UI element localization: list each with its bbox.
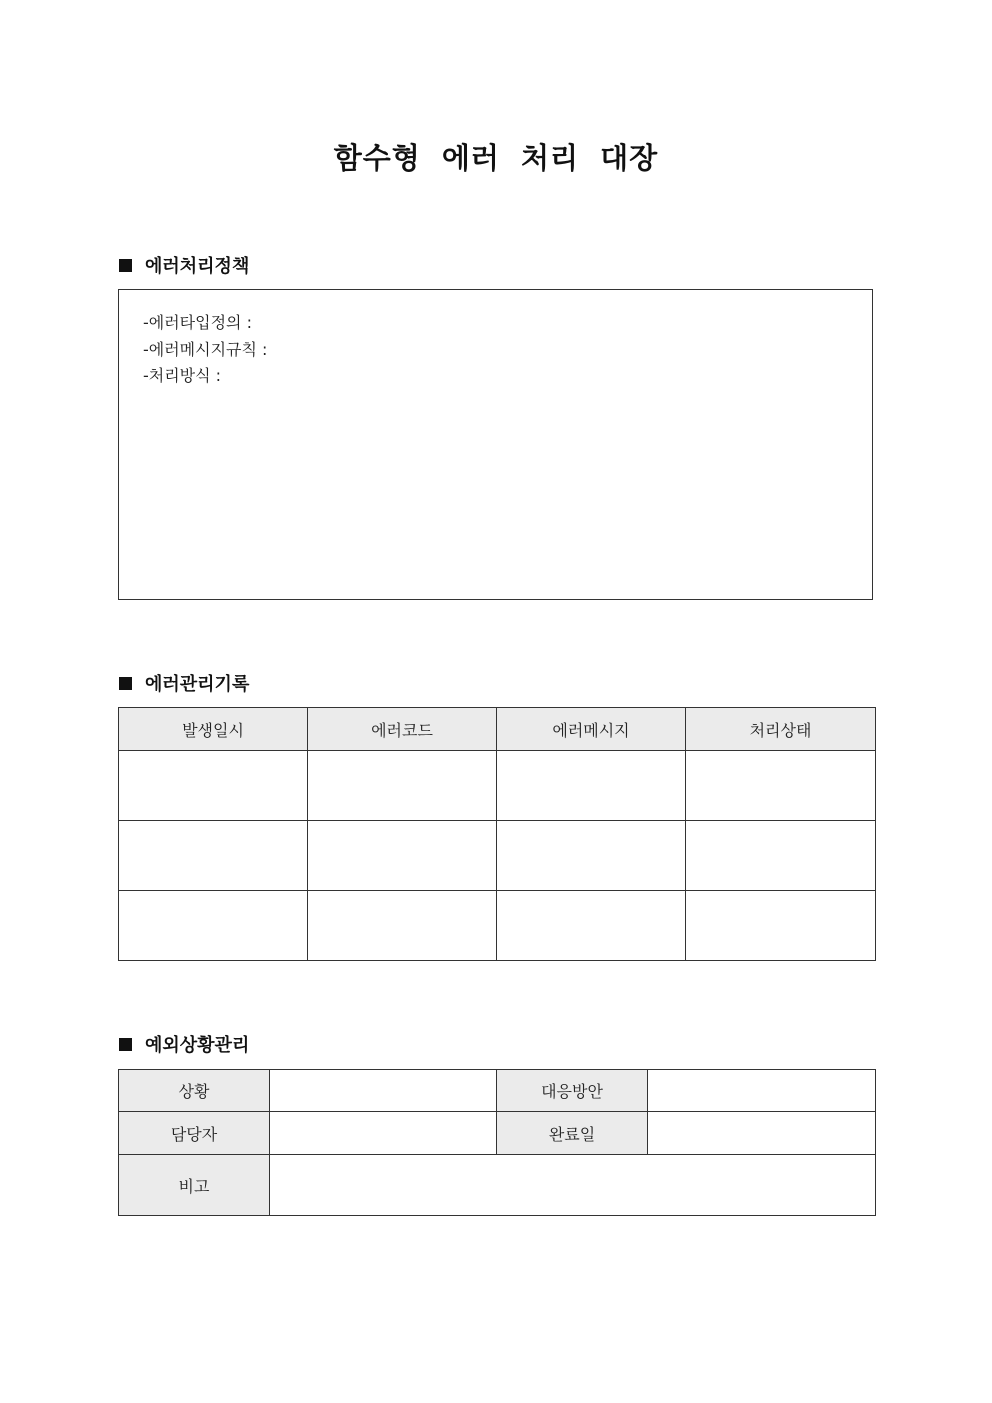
policy-line-message-rule: -에러메시지규칙 : <box>143 339 268 359</box>
table-cell[interactable] <box>308 751 497 821</box>
field-remarks[interactable] <box>270 1155 876 1216</box>
records-table <box>118 707 876 961</box>
table-cell[interactable] <box>497 891 686 961</box>
square-bullet-icon <box>119 677 132 690</box>
section-heading-label: 예외상황관리 <box>145 1035 250 1056</box>
table-header-row <box>119 708 876 751</box>
column-header-error-message: 에러메시지 <box>497 708 686 751</box>
table-cell[interactable] <box>497 751 686 821</box>
table-cell[interactable] <box>686 751 876 821</box>
field-completion-date[interactable] <box>648 1112 876 1155</box>
table-row <box>119 1155 876 1216</box>
label-completion-date: 완료일 <box>497 1112 648 1155</box>
column-header-status: 처리상태 <box>686 708 876 751</box>
table-cell[interactable] <box>497 821 686 891</box>
table-row <box>119 1112 876 1155</box>
table-row <box>119 891 876 961</box>
table-cell[interactable] <box>119 751 308 821</box>
label-situation: 상황 <box>119 1070 270 1112</box>
field-response[interactable] <box>648 1070 876 1112</box>
exception-table <box>118 1069 876 1216</box>
square-bullet-icon <box>119 1038 132 1051</box>
table-row <box>119 1070 876 1112</box>
label-owner: 담당자 <box>119 1112 270 1155</box>
policy-box[interactable] <box>118 289 873 600</box>
section-heading-records <box>119 671 249 695</box>
column-header-error-code: 에러코드 <box>308 708 497 751</box>
table-row <box>119 751 876 821</box>
field-situation[interactable] <box>270 1070 497 1112</box>
table-cell[interactable] <box>686 821 876 891</box>
field-owner[interactable] <box>270 1112 497 1155</box>
section-heading-exceptions <box>119 1032 249 1056</box>
label-remarks: 비고 <box>119 1155 270 1216</box>
table-cell[interactable] <box>308 821 497 891</box>
label-response: 대응방안 <box>497 1070 648 1112</box>
page-title: 함수형 에러 처리 대장 <box>333 141 659 175</box>
section-heading-label: 에러관리기록 <box>145 674 250 695</box>
policy-line-handling-method: -처리방식 : <box>143 366 222 385</box>
column-header-occurred-at: 발생일시 <box>119 708 308 751</box>
section-heading-label: 에러처리정책 <box>145 256 250 277</box>
table-cell[interactable] <box>119 821 308 891</box>
table-row <box>119 821 876 891</box>
table-cell[interactable] <box>119 891 308 961</box>
policy-line-error-type: -에러타입정의 : <box>143 313 252 332</box>
table-cell[interactable] <box>308 891 497 961</box>
table-cell[interactable] <box>686 891 876 961</box>
section-heading-policy <box>119 253 249 277</box>
square-bullet-icon <box>119 259 132 272</box>
